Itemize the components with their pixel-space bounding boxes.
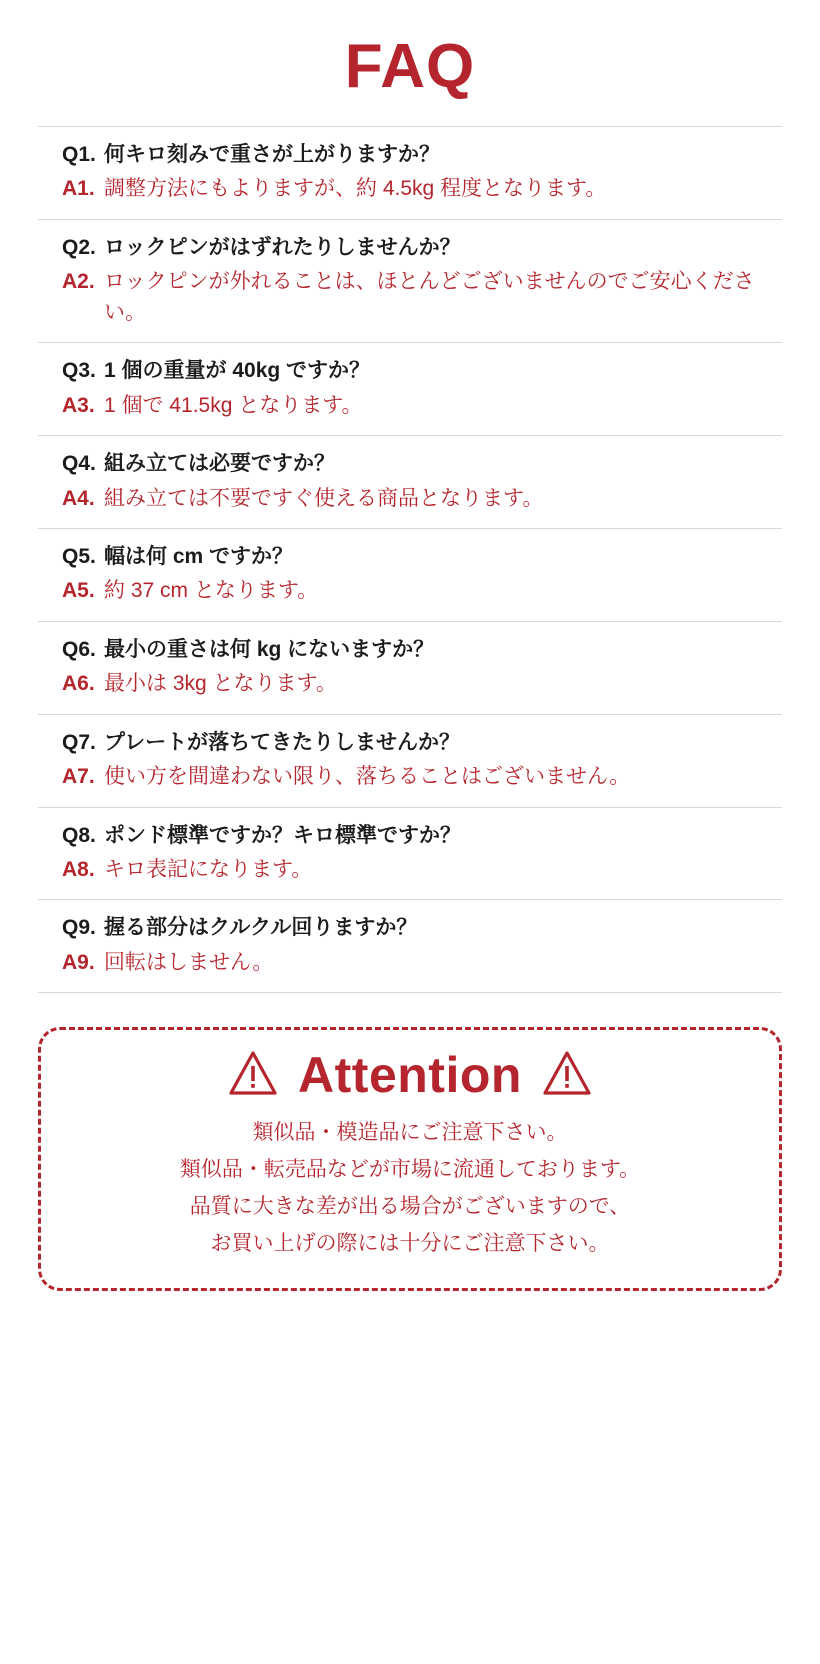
warning-triangle-icon	[228, 1050, 278, 1101]
faq-item	[38, 220, 782, 343]
faq-item	[38, 436, 782, 529]
question-label: Q3.	[62, 359, 96, 383]
question-label: Q9.	[62, 916, 96, 940]
answer-row	[38, 267, 782, 328]
question-label: Q4.	[62, 452, 96, 476]
answer-label: A3.	[62, 393, 95, 417]
answer-label: A8.	[62, 858, 95, 881]
answer-row	[38, 484, 782, 514]
faq-item	[38, 343, 782, 436]
faq-item	[38, 622, 782, 715]
question-label: Q6.	[62, 637, 96, 661]
question-text: 何キロ刻みで重さが上がりますか？	[104, 143, 440, 166]
question-row	[38, 728, 782, 758]
answer-text: 組み立ては不要ですぐ使える商品となります。	[104, 486, 544, 510]
answer-row	[38, 576, 782, 606]
question-label: Q1.	[62, 143, 96, 166]
answer-text: 調整方法にもよりますが、約 4.5kg 程度となります。	[104, 177, 607, 201]
question-row	[38, 449, 782, 479]
question-label: Q7.	[62, 730, 96, 754]
answer-label: A6.	[62, 672, 95, 696]
question-row	[38, 356, 782, 386]
answer-row	[38, 391, 782, 421]
question-label: Q2.	[62, 235, 96, 259]
answer-text: 1 個で 41.5kg となります。	[104, 393, 363, 417]
answer-row	[38, 174, 782, 204]
faq-list	[38, 126, 782, 993]
page-title: FAQ	[344, 32, 476, 101]
faq-item	[38, 900, 782, 993]
answer-text: 約 37 cm となります。	[104, 579, 319, 603]
question-text: 最小の重さは何 kg にないますか？	[104, 637, 435, 661]
question-row	[38, 821, 782, 851]
attention-line: お買い上げの際には十分にご注意下さい。	[210, 1231, 610, 1255]
attention-header	[61, 1048, 759, 1103]
question-row	[38, 913, 782, 943]
question-label: Q8.	[62, 823, 96, 847]
question-text: プレートが落ちてきたりしませんか？	[104, 730, 460, 754]
attention-title: Attention	[298, 1047, 522, 1104]
question-text: ポンド標準ですか？キロ標準ですか？	[104, 823, 461, 847]
answer-row	[38, 855, 782, 885]
answer-row	[38, 669, 782, 699]
question-row	[38, 140, 782, 170]
answer-row	[38, 762, 782, 792]
answer-text: 最小は 3kg となります。	[104, 672, 337, 696]
question-row	[38, 542, 782, 572]
answer-row	[38, 948, 782, 978]
answer-text: 回転はしません。	[104, 950, 274, 974]
question-text: 組み立ては必要ですか？	[104, 452, 335, 476]
faq-item	[38, 808, 782, 901]
attention-line: 類似品・転売品などが市場に流通しております。	[179, 1158, 641, 1182]
attention-body	[61, 1115, 759, 1262]
attention-box	[38, 1027, 782, 1291]
question-row	[38, 635, 782, 665]
attention-line: 類似品・模造品にご注意下さい。	[252, 1121, 568, 1145]
answer-label: A4.	[62, 486, 95, 510]
faq-item	[38, 529, 782, 622]
answer-label: A5.	[62, 579, 95, 603]
question-text: ロックピンがはずれたりしませんか？	[104, 235, 461, 259]
faq-item	[38, 715, 782, 808]
question-row	[38, 233, 782, 263]
question-text: 握る部分はクルクル回りますか？	[104, 916, 418, 940]
question-label: Q5.	[62, 544, 96, 568]
answer-label: A7.	[62, 765, 95, 789]
answer-label: A9.	[62, 950, 95, 974]
answer-text: キロ表記になります。	[104, 858, 313, 881]
faq-item	[38, 127, 782, 220]
answer-label: A2.	[62, 270, 95, 294]
answer-text: ロックピンが外れることは、ほとんどございませんのでご安心ください。	[104, 270, 755, 324]
warning-triangle-icon	[542, 1050, 592, 1101]
attention-line: 品質に大きな差が出る場合がございますので、	[189, 1194, 631, 1218]
answer-label: A1.	[62, 177, 95, 201]
answer-text: 使い方を間違わない限り、落ちることはございません。	[104, 765, 631, 789]
question-text: 幅は何 cm ですか？	[104, 544, 294, 568]
question-text: 1 個の重量が 40kg ですか？	[104, 359, 371, 383]
